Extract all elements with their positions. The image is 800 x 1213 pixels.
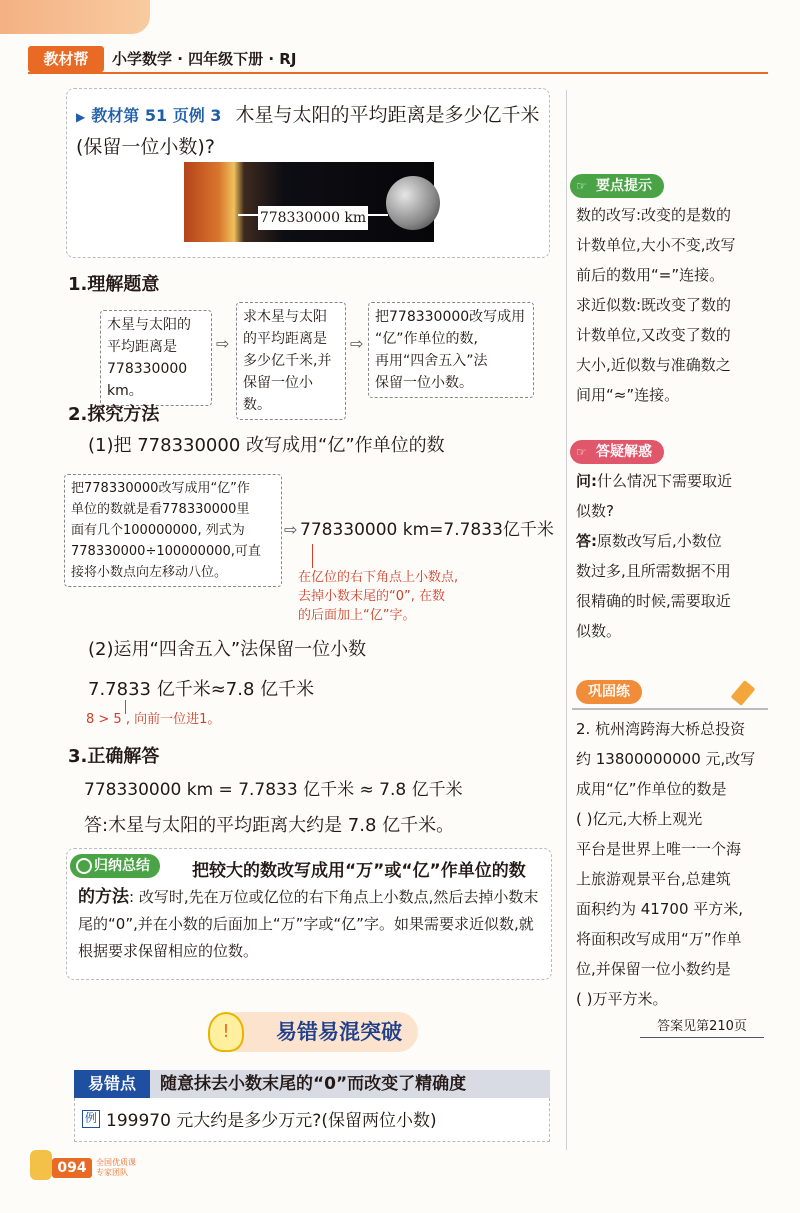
box-line: “亿”作单位的数,: [375, 331, 478, 347]
tips-line: 间用“≈”连接。: [576, 386, 680, 404]
understand-box-1: [100, 310, 212, 406]
column-divider: [566, 90, 567, 1150]
footer-note-line: 专家团队: [96, 1168, 128, 1177]
answer-reference: 答案见第210页: [640, 1016, 764, 1038]
practice-line: 约 13800000000 元,改写: [576, 750, 756, 768]
arrow-right-icon: ⇨: [216, 334, 230, 353]
step-2: (2)运用“四舍五入”法保留一位小数: [88, 639, 367, 660]
note-line: 的后面加上“亿”字。: [298, 608, 416, 623]
note-1: [298, 568, 458, 625]
practice-line: 将面积改写成用“万”作单: [576, 930, 742, 948]
question-label: 问:: [576, 472, 597, 490]
qa-line: 原数改写后,小数位: [597, 532, 722, 550]
answer-line-2: 答:木星与太阳的平均距离大约是 7.8 亿千米。: [84, 815, 455, 836]
answer-line-1: 778330000 km = 7.7833 亿千米 ≈ 7.8 亿千米: [84, 780, 463, 800]
result-1: 778330000 km=7.7833亿千米: [300, 520, 554, 540]
box-line: 平均距离是: [107, 339, 177, 355]
box-line: 再用“四舍五入”法: [375, 353, 488, 369]
practice-line: 平台是世界上唯一一个海: [576, 840, 742, 858]
box-line: 保留一位小数。: [243, 375, 313, 413]
note-line: 去掉小数末尾的“0”, 在数: [298, 589, 446, 604]
book-title: 小学数学 · 四年级下册 · RJ: [112, 50, 297, 68]
section-heading: 1.理解题意: [68, 274, 160, 295]
tips-text: [576, 200, 770, 410]
header-decoration: [0, 0, 150, 34]
example-title: [76, 100, 546, 162]
tips-line: 求近似数:既改变了数的: [576, 296, 732, 314]
tips-line: 大小,近似数与准确数之: [576, 356, 731, 374]
box-line: 面有几个100000000, 列式为: [71, 523, 245, 538]
example-badge: 例: [82, 1110, 100, 1128]
understand-box-3: [368, 302, 534, 398]
summary-body: : 改写时,先在万位或亿位的右下角点上小数点,然后去掉小数末尾的“0”,并在小数的后面加上“万”字或“亿”字。如果需要求近似数,就根据要求保留相应的位数。: [78, 888, 539, 960]
box-line: 保留一位小数。: [375, 375, 473, 391]
qa-line: 似数?: [576, 502, 614, 520]
practice-line: ( )亿元,大桥上观光: [576, 810, 703, 828]
arrow-right-icon: ⇨: [284, 520, 298, 539]
example-ref: 教材第 51 页例 3: [91, 106, 222, 125]
practice-line: 成用“亿”作单位的数是: [576, 780, 727, 798]
summary-lead: 把较大的数改写成用“万”或“亿”作单位的数: [192, 861, 526, 881]
footer-note: [96, 1158, 136, 1178]
tips-tag: 要点提示: [570, 174, 664, 198]
box-line: 把778330000改写成用“亿”作: [71, 481, 250, 496]
box-line: 求木星与太阳: [243, 309, 327, 325]
lightbulb-icon: !: [208, 1012, 244, 1052]
hand-icon: ☞: [576, 179, 587, 193]
practice-line: 面积约为 41700 平方米,: [576, 900, 744, 918]
distance-label: 778330000 km: [258, 206, 368, 230]
section-heading: 2.探究方法: [68, 404, 160, 425]
qa-tag: 答疑解惑: [570, 440, 664, 464]
note-pointer: [312, 544, 313, 568]
box-line: 接将小数点向左移动八位。: [71, 565, 228, 580]
note-2: 8 > 5 , 向前一位进1。: [86, 712, 221, 727]
qa-line: 很精确的时候,需要取近: [576, 592, 731, 610]
tips-line: 计数单位,大小不变,改写: [576, 236, 736, 254]
mistakes-title: 易错易混突破: [218, 1012, 418, 1052]
step-1: (1)把 778330000 改写成用“亿”作单位的数: [88, 435, 445, 456]
summary-bold: 的方法: [78, 887, 129, 907]
tips-line: 前后的数用“=”连接。: [576, 266, 725, 284]
header-divider: [28, 72, 768, 74]
arrow-right-icon: ⇨: [350, 334, 364, 353]
brand-logo: 教材帮: [28, 46, 104, 72]
hand-icon: ☞: [576, 445, 587, 459]
mistake-tag: 易错点: [74, 1070, 150, 1098]
practice-line: ( )万平方米。: [576, 990, 668, 1008]
section-heading: 3.正确解答: [68, 746, 160, 767]
practice-line: 位,并保留一位小数约是: [576, 960, 731, 978]
qa-line: 数过多,且所需数据不用: [576, 562, 731, 580]
summary-tag: 归纳总结: [70, 854, 160, 878]
mascot-icon: [30, 1150, 52, 1180]
result-2: 7.7833 亿千米≈7.8 亿千米: [88, 679, 315, 700]
footer-note-line: 全国优质课: [96, 1158, 136, 1167]
tips-line: 计数单位,又改变了数的: [576, 326, 731, 344]
triangle-icon: ▶: [76, 110, 86, 124]
practice-line: 2. 杭州湾跨海大桥总投资: [576, 720, 746, 738]
answer-label: 答:: [576, 532, 597, 550]
box-line: 木星与太阳的: [107, 317, 191, 333]
mistake-point: 随意抹去小数末尾的“0”而改变了精确度: [150, 1070, 550, 1098]
practice-line: 上旅游观景平台,总建筑: [576, 870, 731, 888]
box-line: 778330000 km。: [107, 361, 188, 399]
example-question: 木星与太阳的平均距离是多少亿千米(保留一位小数)?: [76, 104, 540, 158]
box-line: 多少亿千米,并: [243, 353, 332, 369]
practice-text: [576, 714, 770, 1014]
qa-line: 什么情况下需要取近: [597, 472, 733, 490]
pencil-icon: [731, 680, 756, 706]
practice-tag: 巩固练: [576, 680, 642, 704]
box-line: 单位的数就是看778330000里: [71, 502, 250, 517]
qa-text: [576, 466, 770, 646]
qa-line: 似数。: [576, 622, 622, 640]
summary-text: [78, 884, 544, 965]
mistake-question: 199970 元大约是多少万元?(保留两位小数): [106, 1111, 437, 1131]
practice-divider: [572, 708, 768, 710]
target-icon: [76, 858, 92, 874]
page-number: 094: [52, 1158, 92, 1178]
box-line: 的平均距离是: [243, 331, 327, 347]
note-line: 在亿位的右下角点上小数点,: [298, 570, 459, 585]
explain-box: [64, 474, 282, 587]
jupiter-icon: [386, 176, 440, 230]
tips-line: 数的改写:改变的是数的: [576, 206, 732, 224]
box-line: 把778330000改写成用: [375, 309, 526, 325]
box-line: 778330000÷100000000,可直: [71, 544, 261, 559]
understand-box-2: [236, 302, 346, 420]
